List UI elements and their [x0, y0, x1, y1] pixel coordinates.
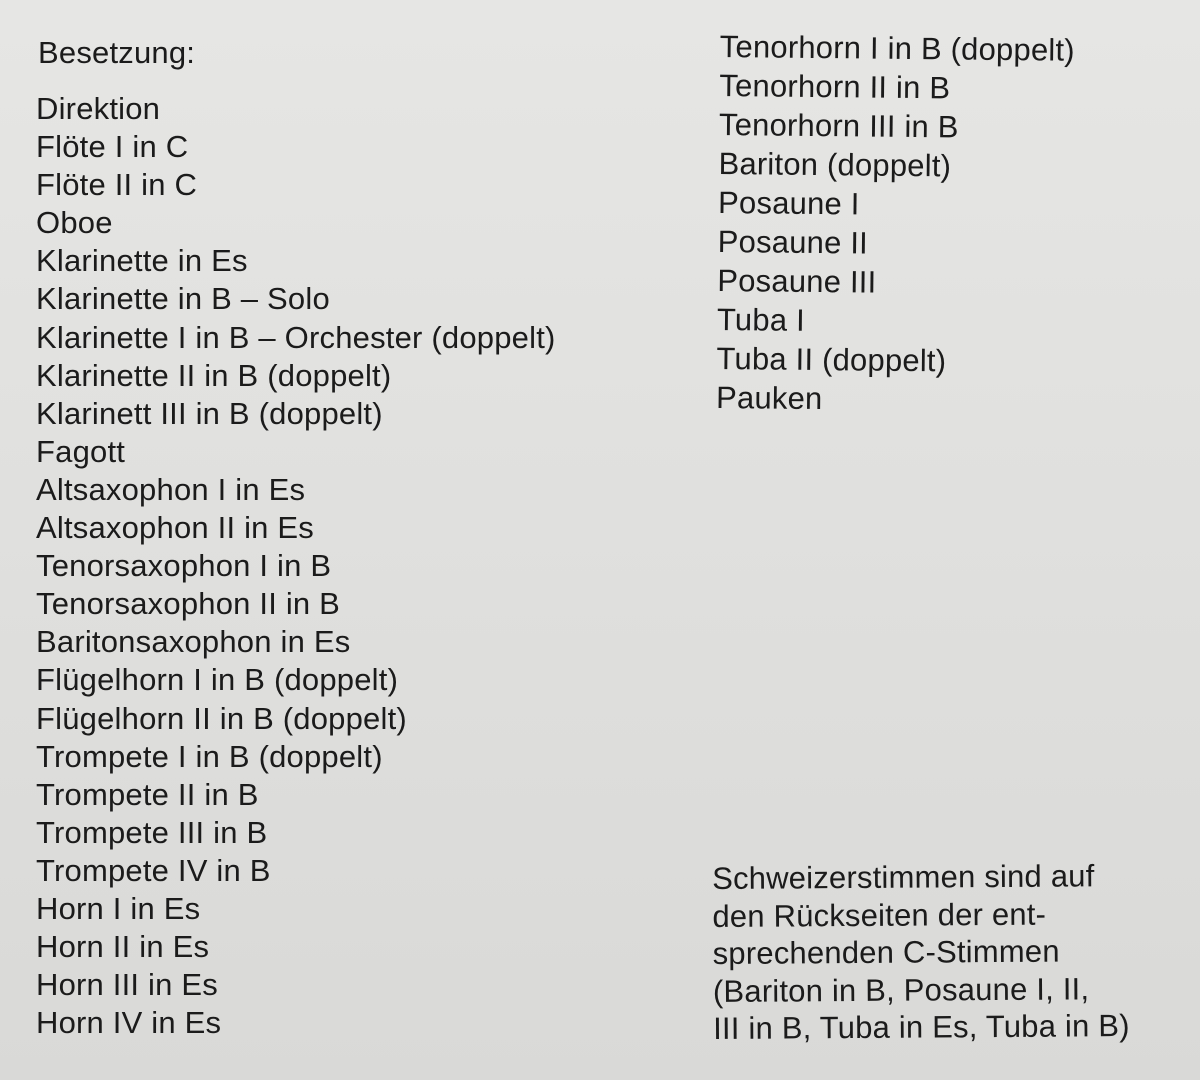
instrument-item: Trompete I in B (doppelt): [36, 738, 383, 774]
instrument-item: Pauken: [715, 379, 823, 417]
note-line: III in B, Tuba in Es, Tuba in B): [713, 1008, 1130, 1046]
instrument-item: Tuba I: [716, 301, 806, 338]
instrument-item: Altsaxophon II in Es: [36, 510, 314, 546]
instrumentation-heading: Besetzung:: [38, 35, 196, 70]
instrument-item: Klarinette II in B (doppelt): [36, 357, 392, 393]
instrument-item: Klarinett III in B (doppelt): [36, 395, 383, 431]
instrument-item: Horn III in Es: [36, 967, 218, 1003]
left-column: [36, 34, 676, 1042]
instrument-item: Fagott: [36, 433, 126, 469]
instrument-item: Trompete III in B: [36, 814, 268, 850]
instrument-item: Tenorhorn II in B: [719, 67, 951, 106]
instrument-item: Posaune I: [717, 184, 860, 222]
instrument-item: Baritonsaxophon in Es: [36, 624, 351, 660]
instrument-item: Oboe: [36, 205, 113, 241]
instrument-item: Tenorsaxophon II in B: [36, 586, 341, 622]
right-instrument-list: [716, 27, 1160, 422]
note-line: (Bariton in B, Posaune I, II,: [712, 970, 1090, 1009]
instrument-item: Tenorhorn III in B: [718, 106, 959, 145]
instrument-item: Tenorsaxophon I in B: [36, 548, 332, 584]
instrument-item: Horn IV in Es: [36, 1005, 222, 1041]
instrument-item: Trompete II in B: [36, 776, 259, 812]
instrument-item: Flügelhorn I in B (doppelt): [36, 662, 399, 698]
instrument-item: Klarinette in Es: [36, 243, 248, 279]
instrument-item: Horn I in Es: [36, 890, 201, 926]
note-line: sprechenden C-Stimmen: [712, 933, 1060, 971]
instrument-item: Flöte II in C: [36, 167, 198, 203]
instrument-item: Altsaxophon I in Es: [36, 471, 306, 507]
note-line: Schweizerstimmen sind auf: [712, 858, 1095, 896]
instrument-item: Klarinette in B – Solo: [36, 281, 330, 317]
instrument-item: Posaune III: [717, 262, 877, 300]
swiss-parts-note: [712, 857, 1183, 1048]
instrument-item: Tenorhorn I in B (doppelt): [719, 28, 1075, 68]
instrument-item: Bariton (doppelt): [718, 145, 952, 184]
instrument-item: Tuba II (doppelt): [716, 340, 947, 379]
note-line: den Rückseiten der ent-: [712, 896, 1047, 934]
left-instrument-list: [36, 90, 676, 1042]
instrument-item: Trompete IV in B: [36, 852, 271, 888]
instrument-item: Klarinette I in B – Orchester (doppelt): [36, 319, 556, 355]
right-column: [716, 27, 1160, 422]
instrument-item: Horn II in Es: [36, 929, 210, 965]
instrument-item: Flöte I in C: [36, 129, 189, 165]
instrument-item: Flügelhorn II in B (doppelt): [36, 700, 407, 736]
instrument-item: Direktion: [36, 91, 161, 126]
instrument-item: Posaune II: [717, 223, 869, 261]
